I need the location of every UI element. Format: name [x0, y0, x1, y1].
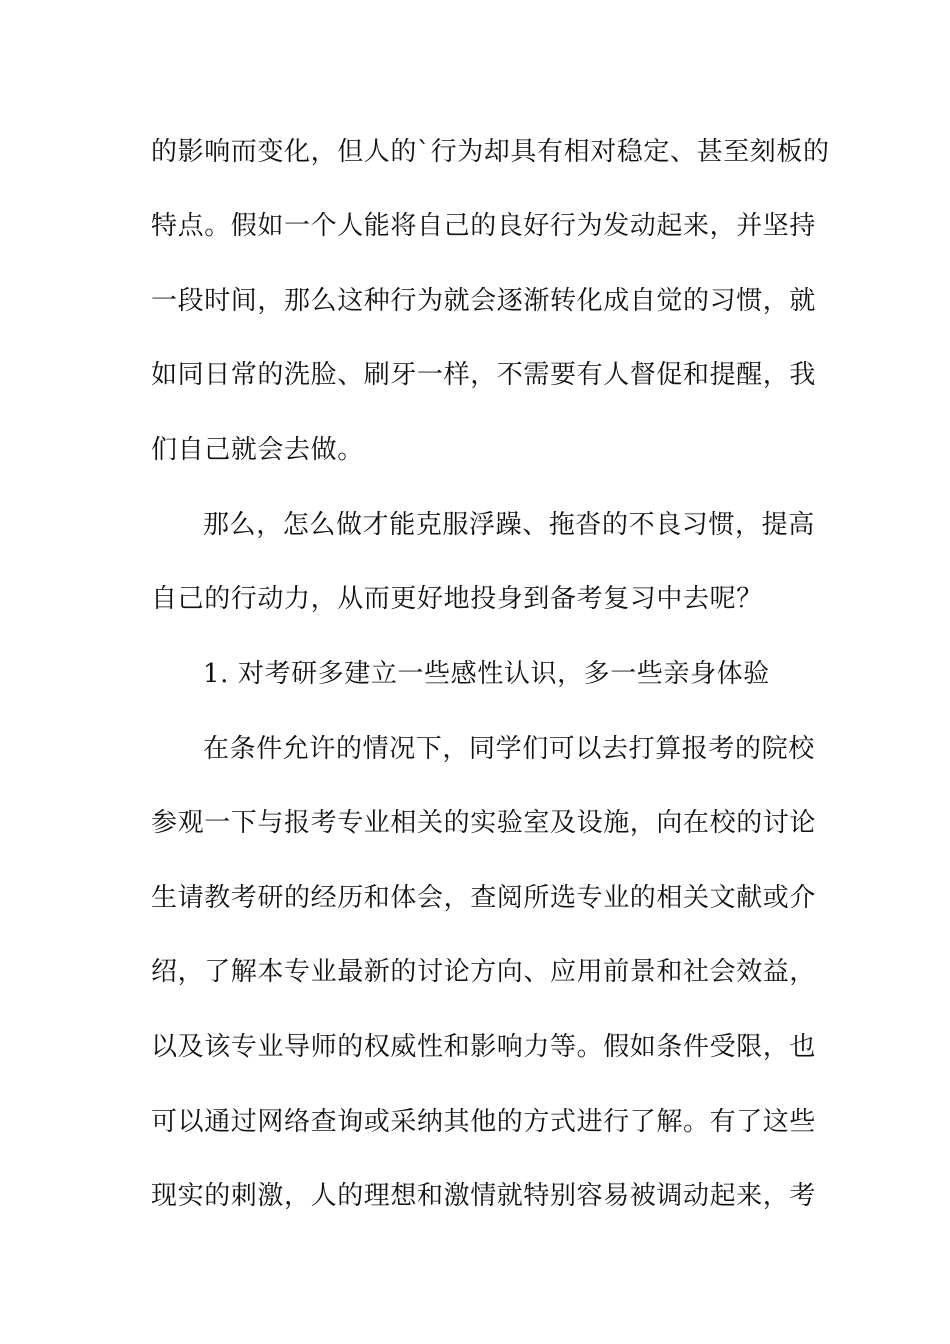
text-line: 一段时间，那么这种行为就会逐渐转化成自觉的习惯，就 [151, 286, 817, 316]
text-line: 以及该专业导师的权威性和影响力等。假如条件受限，也 [151, 1032, 817, 1062]
text-line: 自己的行动力，从而更好地投身到备考复习中去呢？ [151, 584, 763, 614]
text-line: 如同日常的洗脸、刷牙一样，不需要有人督促和提醒，我 [151, 360, 817, 390]
text-line: 生请教考研的经历和体会，查阅所选专业的相关文献或介 [151, 883, 817, 913]
text-line: 可以通过网络查询或采纳其他的方式进行了解。有了这些 [151, 1107, 817, 1137]
text-line: 特点。假如一个人能将自己的良好行为发动起来，并坚持 [151, 211, 817, 241]
text-line: 的影响而变化，但人的`行为却具有相对稳定、甚至刻板的 [151, 137, 830, 167]
section-heading: 1. 对考研多建立一些感性认识，多一些亲身体验 [203, 659, 770, 689]
text-line: 现实的刺激，人的理想和激情就特别容易被调动起来，考 [151, 1181, 817, 1211]
text-line: 参观一下与报考专业相关的实验室及设施，向在校的讨论 [151, 808, 817, 838]
text-line: 们自己就会去做。 [151, 435, 364, 465]
text-line: 绍，了解本专业最新的讨论方向、应用前景和社会效益， [151, 957, 817, 987]
text-line: 在条件允许的情况下，同学们可以去打算报考的院校 [203, 734, 815, 764]
text-line: 那么，怎么做才能克服浮躁、拖沓的不良习惯，提高 [203, 510, 815, 540]
